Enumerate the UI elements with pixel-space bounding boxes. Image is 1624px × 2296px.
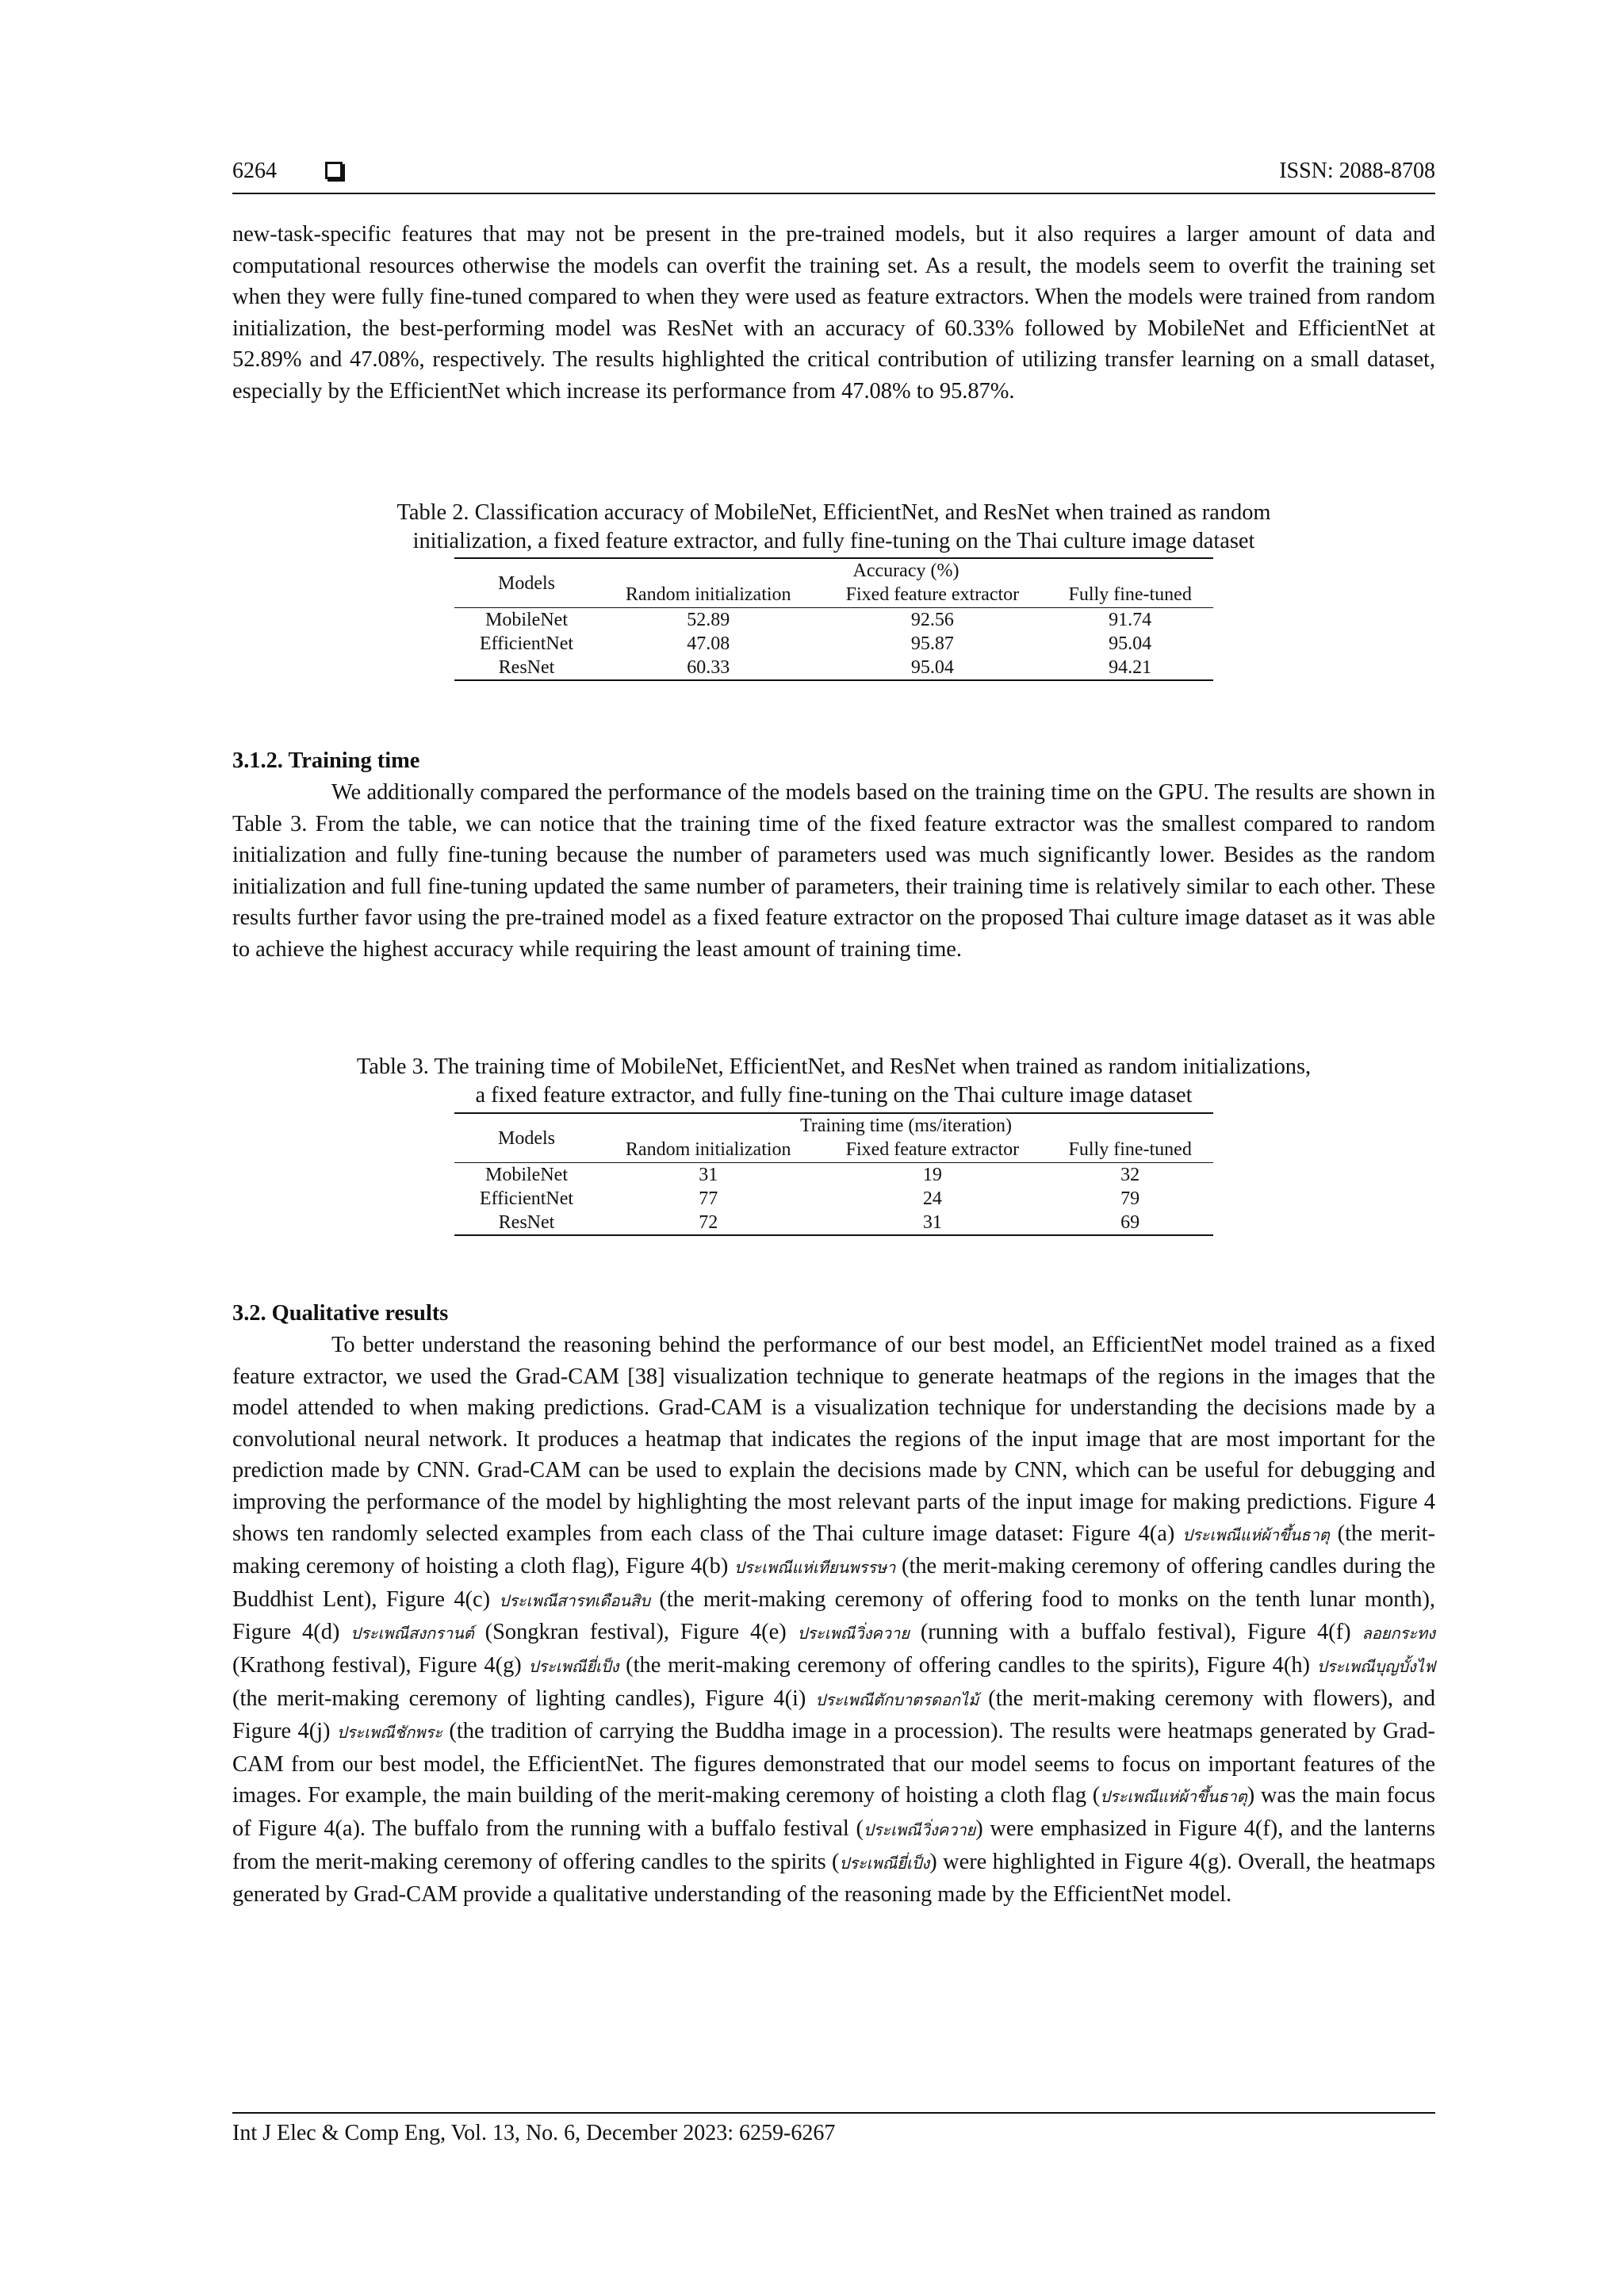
text-run: (Songkran festival), Figure 4(e)	[473, 1620, 798, 1645]
table3-model-cell: EfficientNet	[479, 1188, 574, 1209]
section-heading-qualitative: 3.2. Qualitative results	[232, 1301, 449, 1326]
thai-term: ประเพณีบุญบั้งไฟ	[1316, 1656, 1435, 1676]
table3-value-cell: 72	[699, 1212, 718, 1233]
thai-term: ประเพณีวิ่งควาย	[863, 1820, 976, 1839]
paragraph-qualitative-results	[232, 1330, 1435, 1911]
table2-col-header: Fixed feature extractor	[845, 584, 1020, 605]
table2-col-header: Random initialization	[625, 584, 791, 605]
table3-value-cell: 79	[1120, 1188, 1140, 1209]
table-row	[454, 656, 1213, 680]
table3-models-header: Models	[498, 1127, 555, 1149]
table2-value-cell: 52.89	[599, 608, 818, 633]
table2-value-cell: 95.87	[910, 633, 954, 654]
table-row	[454, 1211, 1213, 1235]
table2-col-header: Fully fine-tuned	[1068, 584, 1192, 605]
text-run: (the merit-making ceremony of offering candles during the Buddhist Lent), Figure 4(c)	[232, 1554, 1435, 1612]
text-run: (Krathong festival), Figure 4(g)	[232, 1652, 529, 1678]
table2	[454, 557, 1213, 681]
text-run: (the merit-making ceremony of hoisting a cloth flag), Figure 4(b)	[232, 1521, 1436, 1579]
text-run: (the merit-making ceremony of offering food to monks on the tenth lunar month), Figure 4(d)	[232, 1586, 1436, 1645]
thai-term: ประเพณีแห่ผ้าขึ้นธาตุ	[1100, 1787, 1247, 1807]
table-row	[454, 1187, 1213, 1211]
table-row	[454, 608, 1213, 633]
table2-caption-line2: initialization, a fixed feature extractor, and fully fine-tuning on the Thai culture image dataset	[412, 529, 1255, 553]
square-box-icon	[325, 162, 343, 179]
table3-model-cell: MobileNet	[454, 1163, 599, 1188]
issn: ISSN: 2088-8708	[1279, 159, 1435, 183]
table3-value-cell: 19	[818, 1163, 1047, 1188]
text-run: (the merit-making ceremony of lighting candles), Figure 4(i)	[232, 1686, 816, 1711]
section-heading-training-time: 3.1.2. Training time	[232, 748, 420, 773]
table2-value-cell: 95.04	[910, 657, 954, 678]
table2-caption	[232, 499, 1435, 556]
table2-caption-line1: Table 2. Classification accuracy of MobileNet, EfficientNet, and ResNet when trained as random	[396, 500, 1271, 525]
table3-col-header: Fixed feature extractor	[845, 1139, 1020, 1160]
table3-value-cell: 24	[922, 1188, 942, 1209]
table3-value-cell: 77	[699, 1188, 718, 1209]
table2-model-cell: ResNet	[498, 657, 555, 678]
table2-value-cell: 91.74	[1047, 608, 1213, 633]
table-row	[454, 1163, 1213, 1188]
table3-value-cell: 69	[1120, 1212, 1140, 1233]
table2-models-header: Models	[498, 572, 555, 594]
text-run: ) were emphasized in Figure 4(f), and the lanterns from the merit-making ceremony of offering candles to the spirits (	[232, 1816, 1435, 1874]
text-run: To better understand the reasoning behind the performance of our best model, an EfficientNet model trained as a fixed feature extractor, we used the Grad-CAM [38] visualization technique to generate heatmaps of the regions in the images that the model attended to when making predictions. Grad-CAM is a visualization technique for understanding the decisions made by a convolutional neural network. It produces a heatmap that indicates the regions of the input image that are most important for the prediction made by CNN. Grad-CAM can be used to explain the decisions made by CNN, which can be useful for debugging and improving the performance of the model by highlighting the most relevant parts of the input image for making predictions. Figure 4 shows ten randomly selected examples from each class of the Thai culture image dataset: Figure 4(a)	[232, 1333, 1435, 1546]
table3-group-header: Training time (ms/iteration)	[799, 1115, 1013, 1136]
table2-value-cell: 60.33	[687, 657, 730, 678]
running-header	[232, 155, 1435, 187]
thai-term: ประเพณีวิ่งควาย	[797, 1624, 910, 1644]
table3-caption	[232, 1053, 1435, 1110]
header-rule	[232, 193, 1435, 194]
table3-value-cell: 31	[599, 1163, 818, 1188]
thai-term: ประเพณียี่เป็ง	[528, 1656, 619, 1676]
thai-term: ประเพณีตักบาตรดอกไม้	[815, 1689, 979, 1709]
footer-rule	[232, 2112, 1435, 2114]
thai-term: ประเพณีสงกรานต์	[350, 1624, 474, 1644]
table2-group-header: Accuracy (%)	[852, 561, 959, 581]
text-run: (the tradition of carrying the Buddha image in a procession). The results were heatmaps generated by Grad-CAM from our best model, the EfficientNet. The figures demonstrated that our model seems to focus on important features of the images. For example, the main building of the merit-making ceremony of hoisting a cloth flag (	[232, 1719, 1435, 1808]
table3-value-cell: 32	[1047, 1163, 1213, 1188]
table3-caption-line1: Table 3. The training time of MobileNet, EfficientNet, and ResNet when trained as random initializations,	[356, 1054, 1312, 1079]
table3	[454, 1112, 1213, 1236]
table3-col-header: Fully fine-tuned	[1068, 1139, 1192, 1160]
thai-term: ประเพณียี่เป็ง	[839, 1853, 930, 1873]
table2-value-cell: 95.04	[1109, 633, 1152, 654]
page-number: 6264	[232, 159, 277, 183]
footer-citation: Int J Elec & Comp Eng, Vol. 13, No. 6, December 2023: 6259-6267	[232, 2121, 836, 2145]
text-run: (the merit-making ceremony with flowers), and Figure 4(j)	[232, 1686, 1436, 1744]
text-run: (running with a buffalo festival), Figure 4(f)	[909, 1620, 1362, 1645]
table2-model-cell: MobileNet	[454, 608, 599, 633]
text-run: (the merit-making ceremony of offering candles to the spirits), Figure 4(h)	[619, 1652, 1317, 1678]
text-run: ) were highlighted in Figure 4(g). Overall, the heatmaps generated by Grad-CAM provide a qualitative understanding of the reasoning made by the EfficientNet model.	[232, 1849, 1436, 1908]
thai-term: ประเพณีชักพระ	[336, 1723, 443, 1743]
table3-value-cell: 31	[922, 1212, 942, 1233]
table2-value-cell: 94.21	[1109, 657, 1152, 678]
table3-caption-line2: a fixed feature extractor, and fully fine-tuning on the Thai culture image dataset	[475, 1083, 1193, 1108]
paragraph-results-continued: new-task-specific features that may not be present in the pre-trained models, but it also requires a larger amount of data and computational resources otherwise the models can overfit the training set. As a result, the models seem to overfit the training set when they were fully fine-tuned compared to when they were used as feature extractors. When the models were trained from random initialization, the best-performing model was ResNet with an accuracy of 60.33% followed by MobileNet and EfficientNet at 52.89% and 47.08%, respectively. The results highlighted the critical contribution of utilizing transfer learning on a small dataset, especially by the EfficientNet which increase its performance from 47.08% to 95.87%.	[232, 222, 1435, 404]
thai-term: ประเพณีสารทเดือนสิบ	[499, 1590, 650, 1610]
thai-term: ประเพณีแห่เทียนพรรษา	[733, 1558, 896, 1578]
table3-col-header: Random initialization	[625, 1139, 791, 1160]
table2-value-cell: 92.56	[818, 608, 1047, 633]
paragraph-training-time: We additionally compared the performance of the models based on the training time on the GPU. The results are shown in Table 3. From the table, we can notice that the training time of the fixed feature extractor was the smallest compared to random initialization and fully fine-tuning because the number of parameters used was much significantly lower. Besides as the random initialization and full fine-tuning updated the same number of parameters, their training time is relatively similar to each other. These results further favor using the pre-trained model as a fixed feature extractor on the proposed Thai culture image dataset as it was able to achieve the highest accuracy while requiring the least amount of training time.	[232, 780, 1435, 962]
table2-model-cell: EfficientNet	[479, 633, 574, 654]
thai-term: ลอยกระทง	[1362, 1624, 1435, 1644]
table2-value-cell: 47.08	[687, 633, 730, 654]
table3-model-cell: ResNet	[498, 1212, 555, 1233]
thai-term: ประเพณีแห่ผ้าขึ้นธาตุ	[1182, 1525, 1330, 1544]
text-run: ) was the main focus of Figure 4(a). The buffalo from the running with a buffalo festival (	[232, 1783, 1435, 1841]
table-row	[454, 632, 1213, 656]
